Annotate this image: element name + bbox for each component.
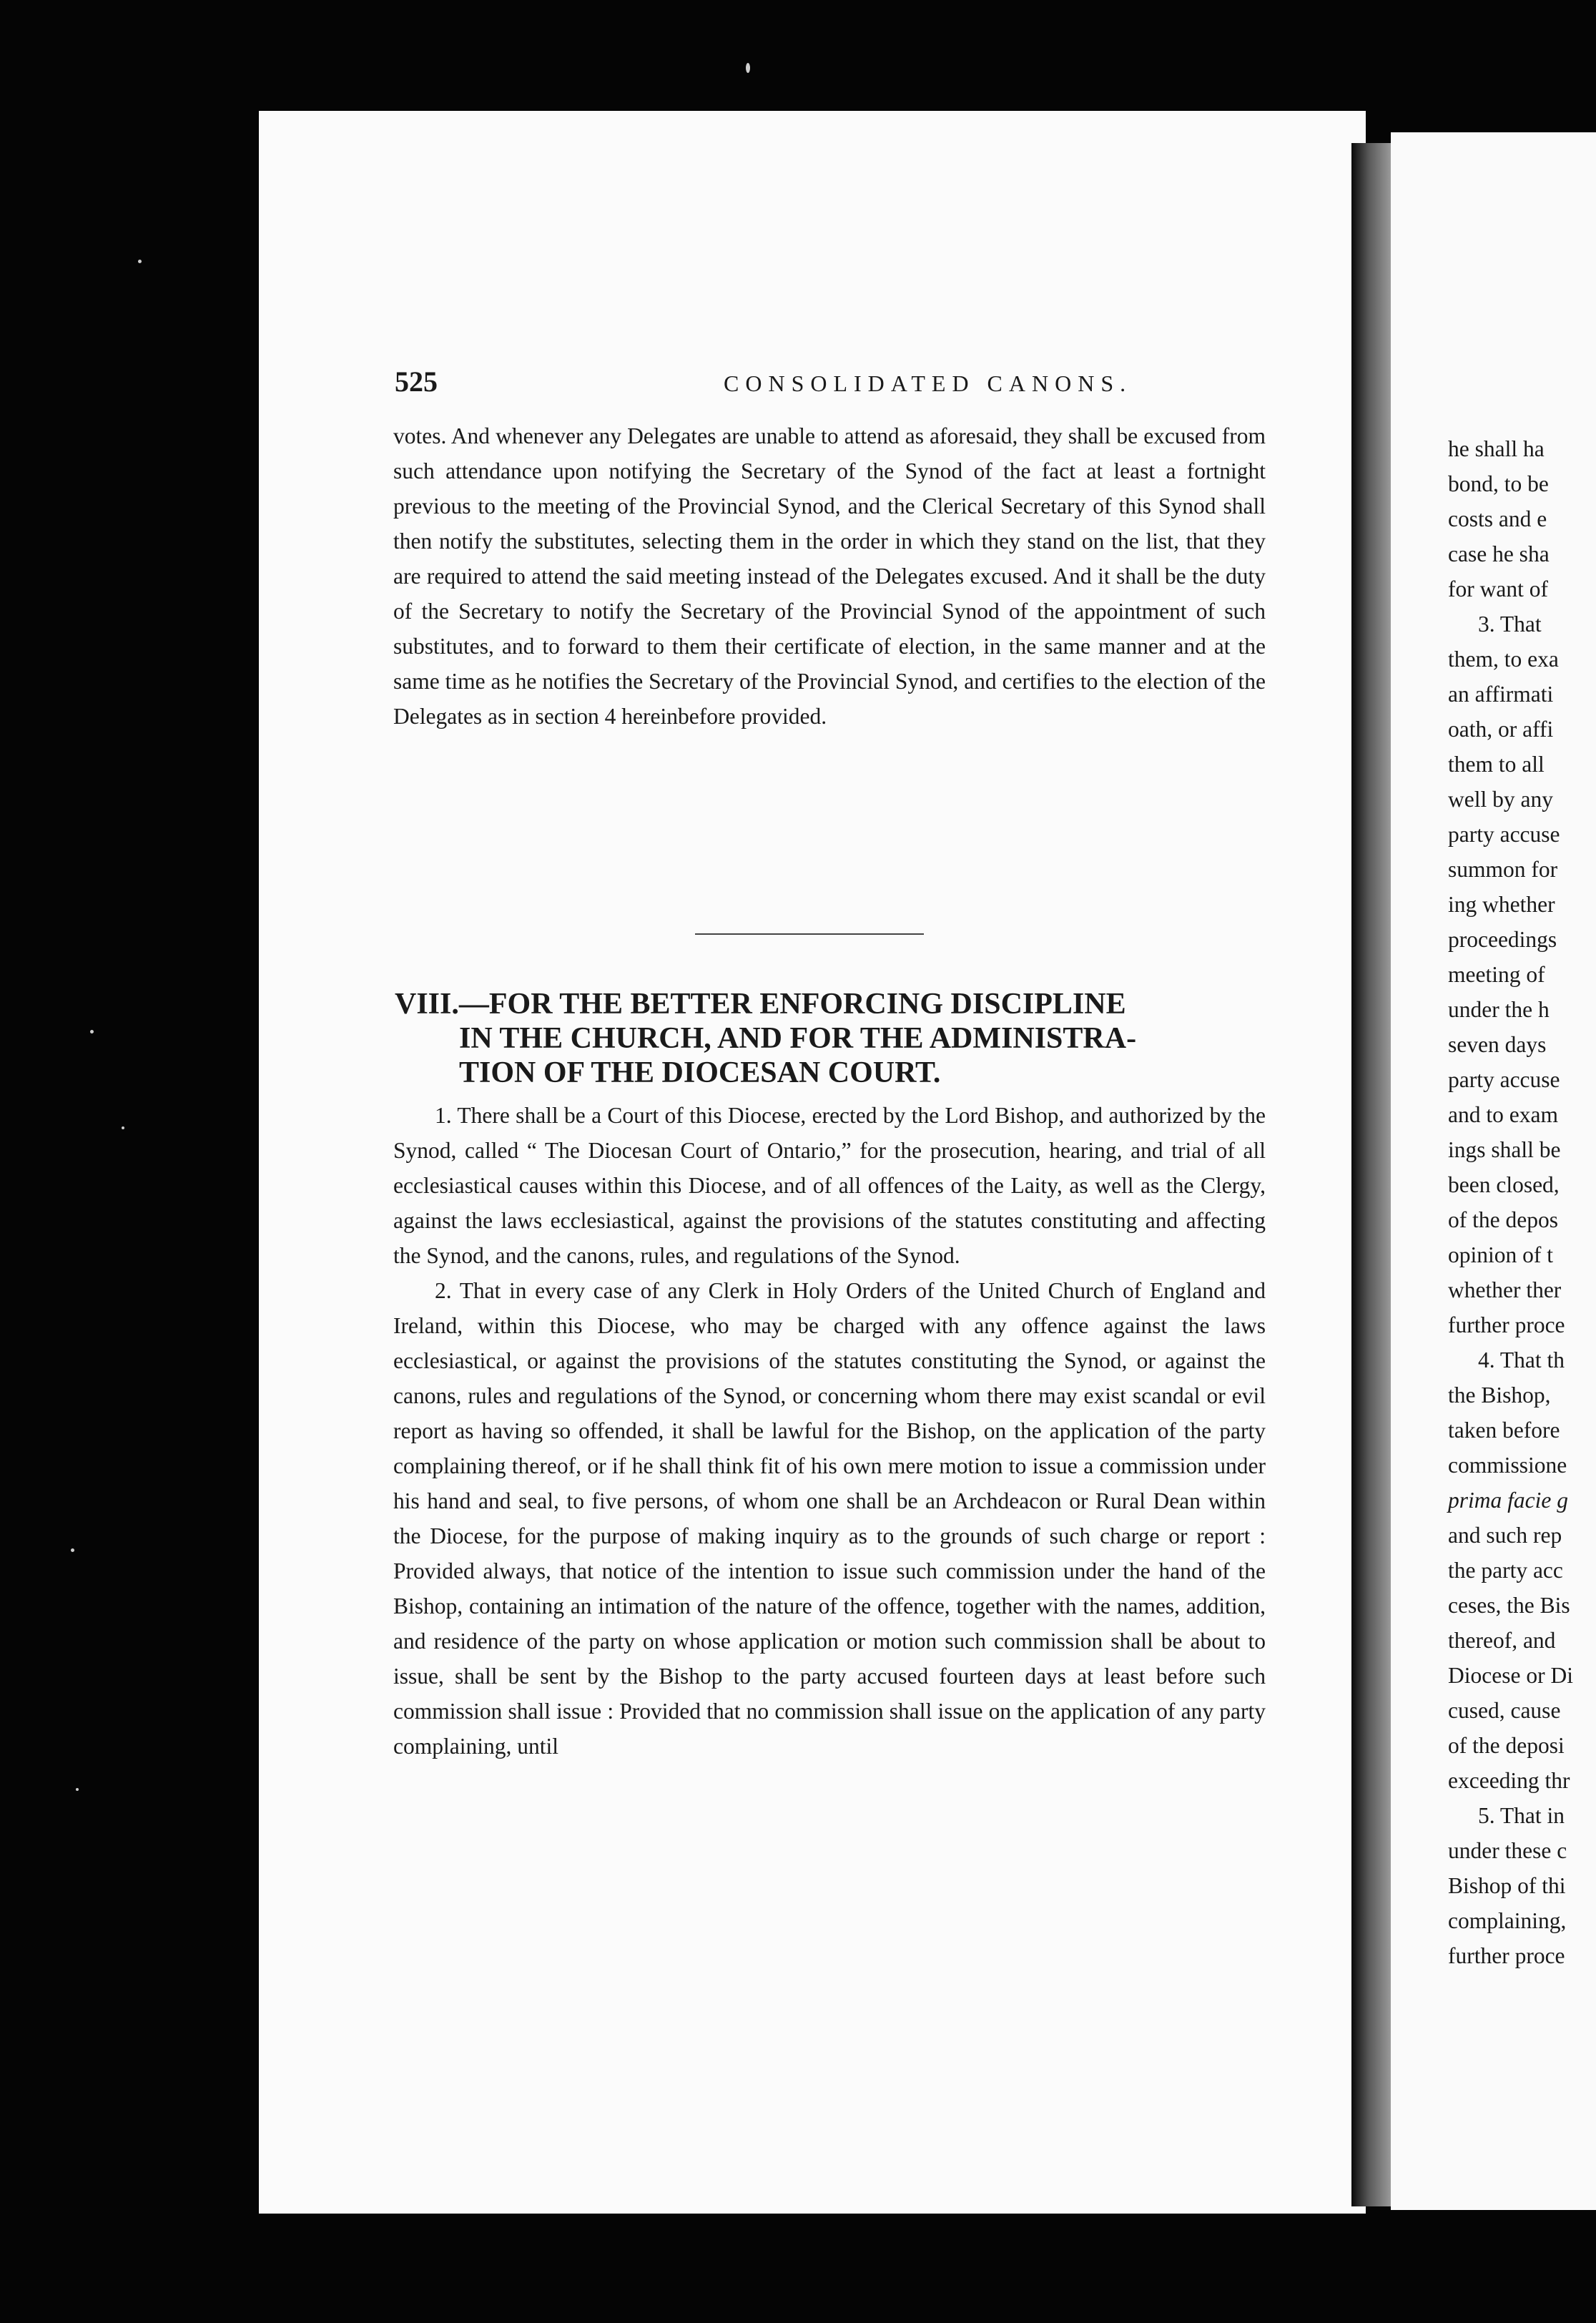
section-divider (695, 933, 924, 935)
right-line: further proce (1448, 1943, 1565, 1968)
right-line: seven days (1448, 1032, 1547, 1057)
right-line: of the depos (1448, 1207, 1558, 1232)
heading-line-1: VIII.—FOR THE BETTER ENFORCING DISCIPLINE (395, 988, 1126, 1021)
sections-block (393, 1098, 1266, 1764)
heading-line-3: TION OF THE DIOCESAN COURT. (459, 1056, 941, 1089)
right-line: Bishop of thi (1448, 1873, 1566, 1898)
scan-speck (138, 260, 142, 263)
right-line: cused, cause (1448, 1698, 1561, 1723)
right-line: complaining, (1448, 1908, 1567, 1933)
continuation-paragraph-block (393, 418, 1266, 734)
right-line: Diocese or Di (1448, 1663, 1573, 1688)
scan-speck (76, 1788, 79, 1791)
right-line: 4. That th (1478, 1347, 1565, 1372)
running-head: CONSOLIDATED CANONS. (724, 370, 1133, 396)
right-line: the Bishop, (1448, 1382, 1551, 1408)
right-line: ings shall be (1448, 1137, 1561, 1162)
right-page (1391, 132, 1596, 2210)
right-line: party accuse (1448, 822, 1560, 847)
right-line: prima facie g (1448, 1488, 1568, 1513)
right-line: them, to exa (1448, 647, 1559, 672)
heading-line-2: IN THE CHURCH, AND FOR THE ADMINISTRA- (459, 1022, 1137, 1055)
right-line: thereof, and (1448, 1628, 1556, 1653)
section-2-paragraph: 2. That in every case of any Clerk in Holy Orders of the United Church of England and Ireland, within this Diocese, who may be charged with any offence against the laws ecclesiastical, or against the provisions of the statutes constituting the Synod, or against the canons, rules and regulations of the Synod, or concerning whom there may exist scandal or evil report as having so offended, it shall be lawful for the Bishop, on the application of the party complaining thereof, or if he shall think fit of his own mere motion to issue a commission under his hand and seal, to five persons, of whom one shall be an Archdeacon or Rural Dean within the Diocese, for the purpose of making inquiry as to the grounds of such charge or report : Provided always, that notice of the intention to issue such commission under the hand of the Bishop, containing an intimation of the nature of the offence, together with the names, addition, and residence of the party on whose application or motion such commission shall be about to issue, shall be sent by the Bishop to the party accused fourteen days at least before such commission shall issue : Provided that no commission shall issue on the application of any party complaining, until (393, 1278, 1266, 1759)
right-line: opinion of t (1448, 1242, 1553, 1267)
scan-speck (746, 63, 750, 73)
right-line: under these c (1448, 1838, 1567, 1863)
right-line: 3. That (1478, 612, 1542, 637)
page-number: 525 (395, 365, 438, 398)
right-line: ing whether (1448, 892, 1555, 917)
right-line: been closed, (1448, 1172, 1560, 1197)
right-line: commissione (1448, 1453, 1567, 1478)
right-line: he shall ha (1448, 436, 1545, 461)
continuation-paragraph: votes. And whenever any Delegates are unable to attend as aforesaid, they shall be excused from such attendance upon notifying the Secretary of the Synod of the fact at least a fortnight previous to the meeting of the Provincial Synod, and the Clerical Secretary of this Synod shall then notify the substitutes, selecting them in the order in which they stand on the list, that they are required to attend the said meeting instead of the Delegates excused. And it shall be the duty of the Secretary to notify the Secretary of the Provincial Synod of the appointment of such substitutes, and to forward to them their certificate of election, in the same manner and at the same time as he notifies the Secretary of the Provincial Synod, and certifies to the election of the Delegates as in section 4 hereinbefore provided. (393, 423, 1266, 729)
section-heading (395, 987, 1267, 1090)
right-line: an affirmati (1448, 682, 1554, 707)
right-line: taken before (1448, 1418, 1560, 1443)
right-line: costs and e (1448, 506, 1547, 531)
right-line: well by any (1448, 787, 1553, 812)
right-line: and such rep (1448, 1523, 1562, 1548)
right-line: bond, to be (1448, 471, 1549, 496)
scan-speck (90, 1030, 94, 1033)
left-page (259, 111, 1366, 2214)
right-line: meeting of (1448, 962, 1545, 987)
right-line: summon for (1448, 857, 1558, 882)
right-line: ceses, the Bis (1448, 1593, 1570, 1618)
right-line: for want of (1448, 576, 1548, 601)
right-line: and to exam (1448, 1102, 1558, 1127)
right-line: oath, or affi (1448, 717, 1554, 742)
scan-speck (71, 1548, 74, 1552)
right-line: 5. That in (1478, 1803, 1565, 1828)
right-line: further proce (1448, 1312, 1565, 1337)
right-line: case he sha (1448, 541, 1550, 566)
right-line: party accuse (1448, 1067, 1560, 1092)
right-line: whether ther (1448, 1277, 1562, 1302)
right-line: the party acc (1448, 1558, 1563, 1583)
right-line: exceeding thr (1448, 1768, 1570, 1793)
page-gutter-shadow (1351, 143, 1391, 2206)
right-line: of the deposi (1448, 1733, 1565, 1758)
right-page-text (1448, 431, 1596, 1973)
section-1-paragraph: 1. There shall be a Court of this Diocese, erected by the Lord Bishop, and authorized by the Synod, called “ The Diocesan Court of Ontario,” for the prosecution, hearing, and trial of all ecclesiastical causes within this Diocese, and of all offences of the Laity, as well as the Clergy, against the laws ecclesiastical, against the provisions of the statutes constituting and affecting the Synod, and the canons, rules, and regulations of the Synod. (393, 1103, 1266, 1268)
scan-speck (122, 1126, 124, 1129)
right-line: proceedings (1448, 927, 1557, 952)
right-line: them to all (1448, 752, 1545, 777)
right-line: under the h (1448, 997, 1550, 1022)
page-header (395, 365, 1287, 408)
